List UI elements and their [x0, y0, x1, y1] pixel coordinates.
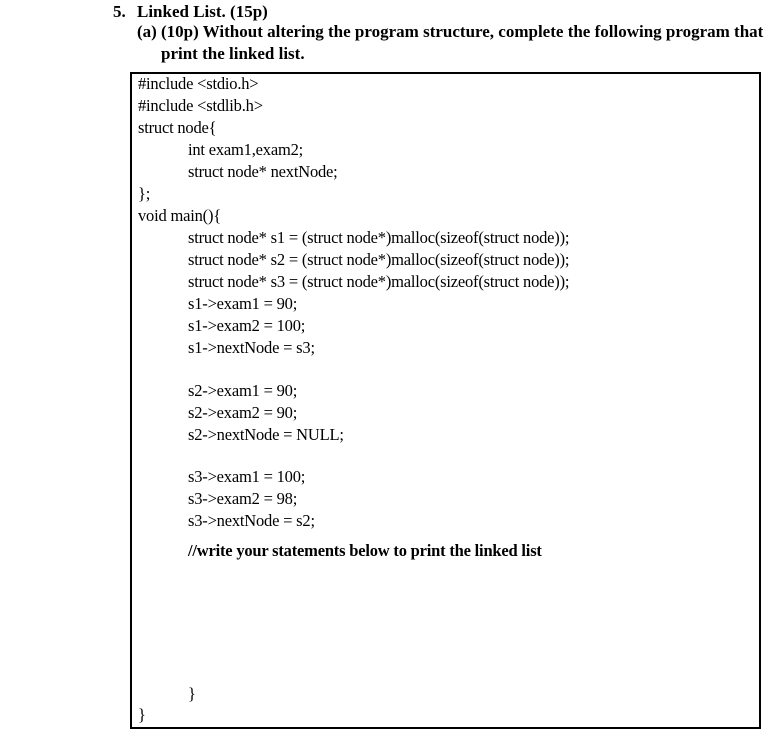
code-line-int-exams: int exam1,exam2; [188, 140, 304, 159]
code-line-s3-next: s3->nextNode = s2; [188, 511, 315, 530]
code-line-s1-exam1: s1->exam1 = 90; [188, 294, 298, 313]
code-comment-instruction: //write your statements below to print the linked list [188, 541, 542, 560]
code-line-struct-node: struct node{ [138, 118, 217, 137]
question-number: 5. [113, 2, 126, 21]
code-line-void-main: void main(){ [138, 206, 221, 225]
code-line-include-stdlib: #include <stdlib.h> [138, 96, 263, 115]
code-line-s1-exam2: s1->exam2 = 100; [188, 316, 306, 335]
code-line-alloc-s2: struct node* s2 = (struct node*)malloc(sizeof(struct node)); [188, 250, 570, 269]
code-line-next-node: struct node* nextNode; [188, 162, 338, 181]
code-line-s2-next: s2->nextNode = NULL; [188, 425, 344, 444]
part-text-line2: print the linked list. [161, 44, 305, 63]
code-line-s2-exam2: s2->exam2 = 90; [188, 403, 298, 422]
question-part-a [137, 21, 767, 65]
part-label: (a) [137, 22, 157, 41]
code-line-alloc-s1: struct node* s1 = (struct node*)malloc(sizeof(struct node)); [188, 228, 570, 247]
code-line-s1-next: s1->nextNode = s3; [188, 338, 315, 357]
question-title-text: Linked List. (15p) [137, 2, 268, 21]
code-line-s3-exam1: s3->exam1 = 100; [188, 467, 306, 486]
code-line-s3-exam2: s3->exam2 = 98; [188, 489, 298, 508]
code-line-s2-exam1: s2->exam1 = 90; [188, 381, 298, 400]
code-line-alloc-s3: struct node* s3 = (struct node*)malloc(sizeof(struct node)); [188, 272, 570, 291]
code-line-include-stdio: #include <stdio.h> [138, 74, 259, 93]
code-line-final-close: } [138, 705, 146, 724]
code-line-struct-close: }; [138, 184, 151, 203]
question-title [113, 2, 268, 22]
code-line-main-close: } [188, 684, 196, 703]
part-text-line1: (10p) Without altering the program structure, complete the following program that [161, 22, 764, 41]
